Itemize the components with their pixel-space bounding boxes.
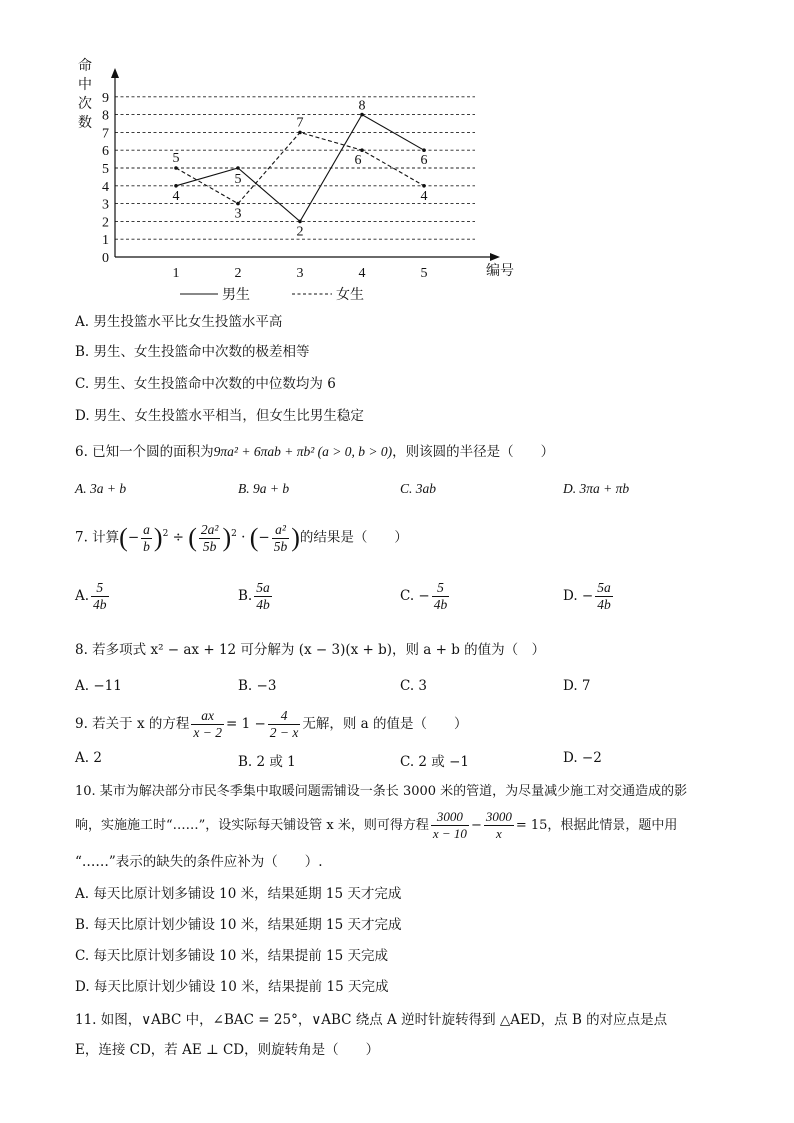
y-tick-label: 0 [102, 251, 109, 266]
q9-option-c: C. 2 或 −1 [400, 754, 470, 770]
data-label: 5 [172, 151, 180, 166]
line-chart [60, 52, 530, 312]
data-point [422, 148, 426, 152]
q11-line1: 11. 如图，∨ABC 中，∠BAC = 25°，∨ABC 绕点 A 逆时针旋转得到 △AED，点 B 的对应点是点 [75, 1012, 668, 1028]
x-tick-label: 2 [234, 266, 242, 281]
q8-option-b: B. −3 [238, 678, 277, 694]
q10-line1: 10. 某市为解决部分市民冬季集中取暖问题需铺设一条长 3000 米的管道，为尽量减少施工对交通造成的影 [75, 784, 688, 799]
y-axis-label: 次 [78, 97, 92, 112]
data-label: 7 [296, 115, 304, 131]
q5-option-a: A. 男生投篮水平比女生投篮水平高 [75, 314, 283, 330]
q6-stem: 6. 已知一个圆的面积为9πa² + 6πab + πb² (a > 0, b > 0)，则该圆的半径是（ ） [75, 444, 555, 460]
data-label: 3 [234, 206, 242, 222]
y-tick-label: 7 [102, 126, 109, 142]
q7-option-b: B. $\frac{5a}{4b}$ [238, 580, 270, 612]
q8-option-a: A. −11 [75, 678, 122, 694]
y-tick-label: 2 [102, 215, 109, 231]
q10-option-d: D. 每天比原计划少铺设 10 米，结果提前 15 天完成 [75, 979, 389, 995]
q6-option-c: C. 3ab [400, 481, 437, 496]
q8-option-c: C. 3 [400, 678, 428, 694]
data-point [174, 184, 178, 188]
q7-option-d: D. − $\frac{5a}{4b}$ [563, 580, 611, 612]
x-tick-label: 5 [420, 266, 428, 281]
q9-option-d: D. −2 [563, 750, 602, 766]
data-point [298, 131, 302, 135]
data-point [174, 166, 178, 170]
q8-stem: 8. 若多项式 x² − ax + 12 可分解为 (x − 3)(x + b)，则 a + b 的值为（ ） [75, 642, 546, 658]
y-tick-label: 4 [102, 179, 109, 195]
data-point [298, 220, 302, 224]
q11-line2: E，连接 CD，若 AE ⊥ CD，则旋转角是（ ） [75, 1042, 380, 1058]
data-label: 2 [296, 224, 304, 240]
q7-option-c: C. − $\frac{5}{4b}$ [400, 580, 448, 612]
q6-option-b: B. 9a + b [238, 481, 290, 496]
data-label: 8 [358, 98, 366, 114]
legend-label-girls: 女生 [336, 288, 364, 303]
data-point [236, 166, 240, 170]
data-point [422, 184, 426, 188]
y-axis-arrow [111, 68, 119, 78]
data-point [236, 202, 240, 206]
y-tick-label: 1 [102, 233, 109, 249]
data-label: 5 [234, 172, 242, 187]
y-tick-label: 5 [102, 162, 109, 177]
data-label: 6 [420, 153, 428, 169]
q7-stem: 7. 计算(− $\frac{a}{b}$ )$^2$ ÷ ( $\frac{\text{2a²}}{5b}$ )$^2$ · (− $\frac{\text{a²}}{5b}$ )的结果是（ ） [75, 521, 408, 554]
q9-option-a: A. 2 [75, 750, 102, 766]
q10-option-a: A. 每天比原计划多铺设 10 米，结果延期 15 天才完成 [75, 886, 402, 902]
y-tick-label: 3 [102, 197, 109, 213]
y-axis-label: 中 [78, 78, 92, 93]
q10-option-c: C. 每天比原计划多铺设 10 米，结果提前 15 天完成 [75, 948, 388, 964]
y-tick-label: 6 [102, 144, 109, 160]
data-point [360, 148, 364, 152]
q6-option-a: A. 3a + b [75, 481, 127, 496]
q6-option-d: D. 3πa + πb [563, 481, 630, 496]
data-label: 4 [172, 188, 180, 204]
q5-option-d: D. 男生、女生投篮水平相当，但女生比男生稳定 [75, 408, 364, 424]
q5-option-c: C. 男生、女生投篮命中次数的中位数均为 6 [75, 376, 336, 392]
y-tick-label: 8 [102, 108, 109, 124]
legend-label-boys: 男生 [222, 288, 250, 303]
x-tick-label: 1 [172, 266, 180, 281]
q5-option-b: B. 男生、女生投篮命中次数的极差相等 [75, 344, 310, 360]
y-axis-label: 命 [78, 59, 92, 74]
q7-option-a: A. $\frac{5}{4b}$ [75, 580, 107, 612]
x-tick-label: 4 [358, 266, 366, 281]
q10-line3: “……”表示的缺失的条件应补为（ ）. [75, 854, 323, 870]
q10-line2: 响，实施施工时“……”，设实际每天铺设管 x 米，则可得方程 $\frac{3000}{x - 10}$ − $\frac{3000}{x}$ = 15，根据此情景，题中用 [75, 809, 678, 841]
data-label: 4 [420, 188, 428, 204]
y-tick-label: 9 [102, 90, 109, 106]
data-label: 6 [354, 153, 362, 169]
x-axis-label: 编号 [486, 264, 514, 279]
y-axis-label: 数 [78, 116, 92, 131]
x-tick-label: 3 [296, 266, 304, 281]
x-axis-arrow [490, 253, 500, 261]
q9-option-b: B. 2 或 1 [238, 754, 296, 770]
q9-stem: 9. 若关于 x 的方程 $\frac{ax}{x - 2}$ = 1 − $\frac{4}{2 - x}$ 无解，则 a 的值是（ ） [75, 708, 468, 740]
q10-option-b: B. 每天比原计划少铺设 10 米，结果延期 15 天才完成 [75, 917, 402, 933]
q8-option-d: D. 7 [563, 678, 591, 694]
